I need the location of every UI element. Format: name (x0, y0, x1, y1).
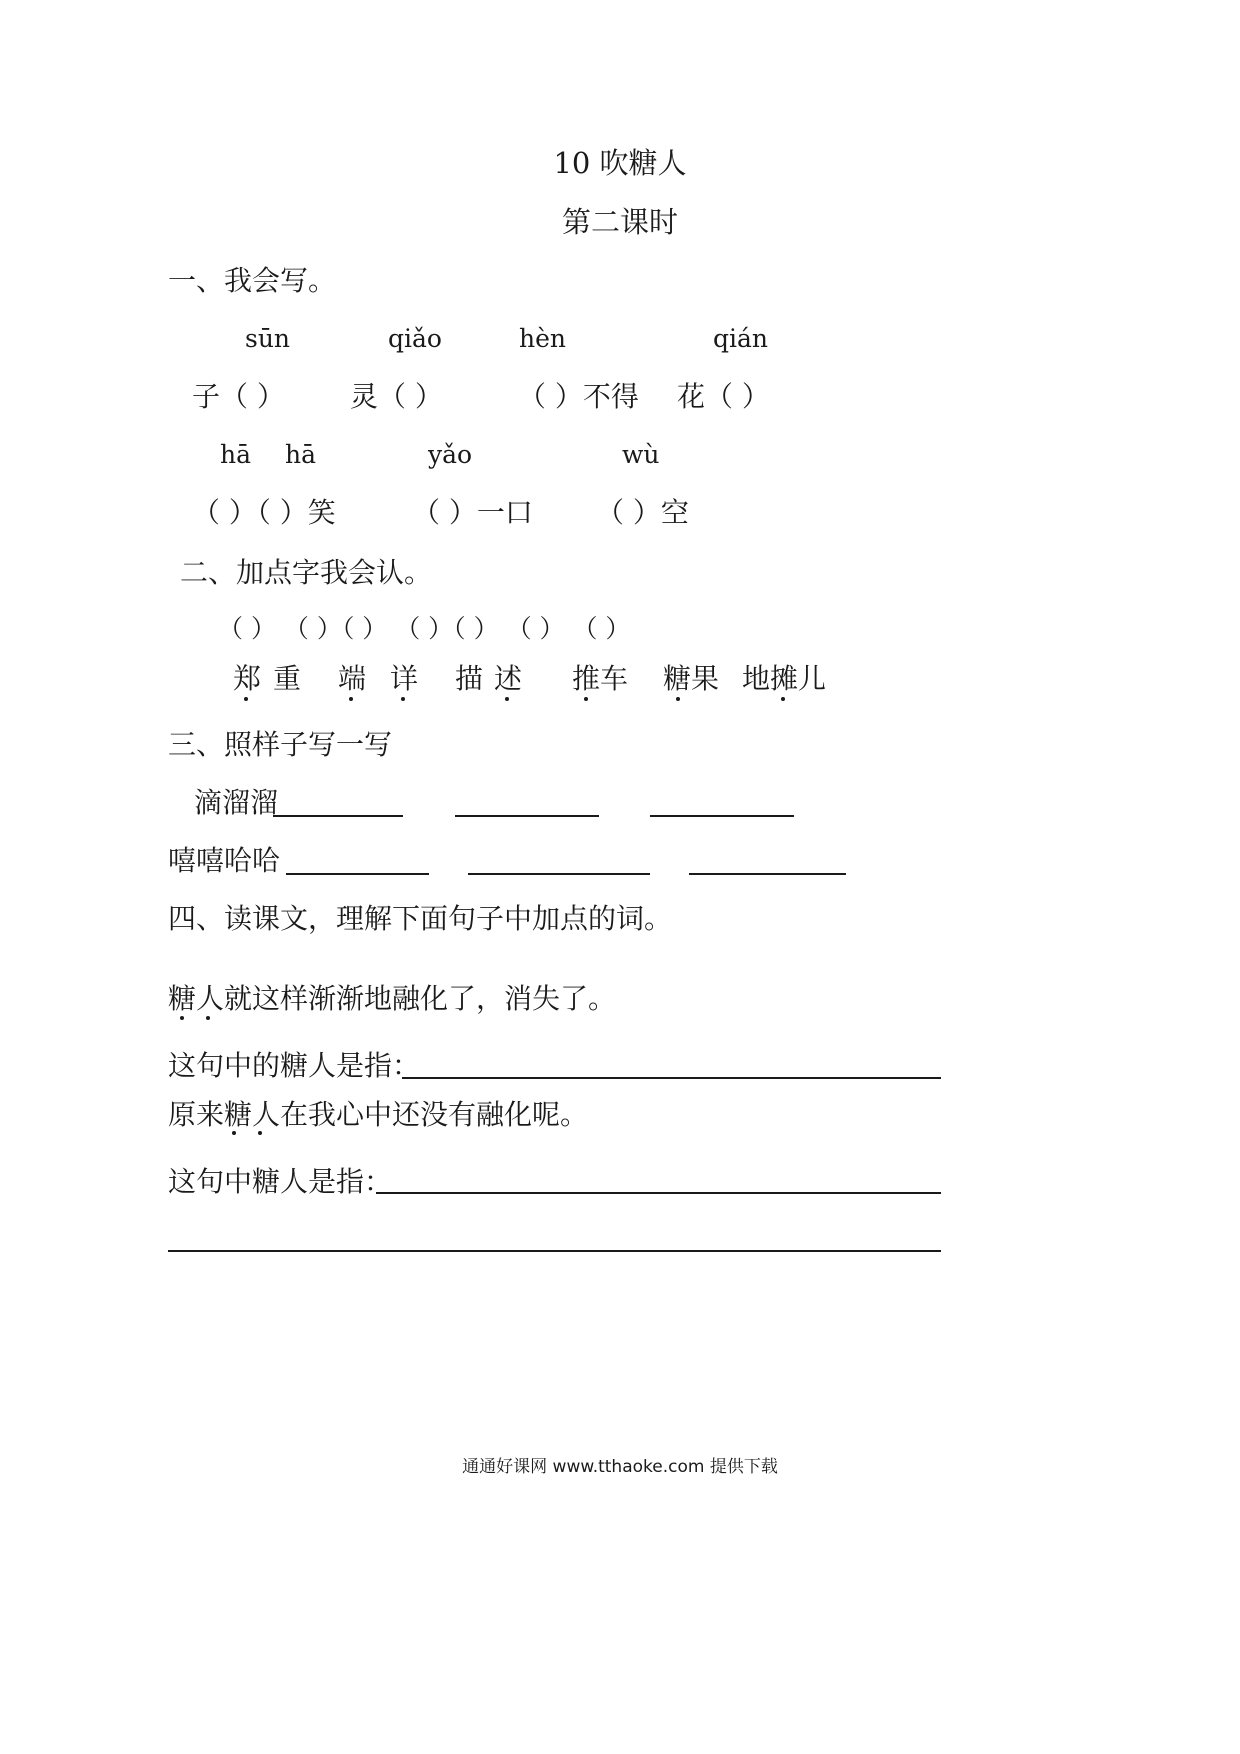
pinyin-qiao: qiǎo (388, 324, 442, 353)
example-word-2: 嘻嘻哈哈 (168, 844, 281, 877)
emphasis-dot (244, 697, 248, 701)
answer-line (376, 1192, 941, 1194)
pinyin-ha1: hā (220, 440, 252, 469)
emphasis-dot (505, 697, 509, 701)
emphasis-dot (258, 1131, 262, 1135)
emphasis-dot (781, 697, 785, 701)
answer-line (650, 815, 794, 817)
word-zheng: 郑 (233, 662, 262, 695)
pinyin-qian: qián (713, 324, 769, 353)
emphasis-dot (180, 1016, 184, 1020)
emphasis-dot (676, 697, 680, 701)
sentence-2: 原来糖人在我心中还没有融化呢。 (168, 1098, 589, 1131)
emphasis-dot (232, 1131, 236, 1135)
answer-line (455, 815, 599, 817)
example-word-1: 滴溜溜 (194, 786, 279, 819)
blank-word-budei: （ ）不得 (518, 380, 639, 413)
blank-word-ling: 灵（ ） (350, 380, 443, 413)
paren-row: （ ） （ ）（ ） （ ）（ ） （ ） （ ） (218, 614, 631, 643)
word-shu: 述 (494, 662, 523, 695)
question-2: 这句中糖人是指： (168, 1165, 393, 1198)
question-1: 这句中的糖人是指： (168, 1049, 421, 1082)
word-ditaner: 地摊儿 (742, 662, 827, 695)
answer-line (273, 815, 403, 817)
word-miao: 描 (455, 662, 484, 695)
emphasis-dot (206, 1016, 210, 1020)
answer-line (689, 873, 846, 875)
pinyin-ha2: hā (285, 440, 317, 469)
emphasis-dot (349, 697, 353, 701)
word-zhong: 重 (273, 662, 302, 695)
word-xiang: 详 (390, 662, 419, 695)
footer-credit: 通通好课网 www.tthaoke.com 提供下载 (462, 1457, 778, 1477)
blank-word-xiao: （ ）（ ）笑 (192, 496, 336, 529)
word-duan: 端 (338, 662, 367, 695)
worksheet-title: 10 吹糖人 (553, 146, 687, 180)
sentence-1: 糖人就这样渐渐地融化了，消失了。 (168, 982, 617, 1015)
pinyin-wu: wù (622, 440, 660, 469)
answer-line (402, 1077, 941, 1079)
blank-word-yikou: （ ）一口 (412, 496, 533, 529)
word-tuiche: 推车 (572, 662, 629, 695)
emphasis-dot (401, 697, 405, 701)
emphasis-dot (584, 697, 588, 701)
section4-heading: 四、读课文，理解下面句子中加点的词。 (168, 902, 673, 935)
pinyin-yao: yǎo (428, 440, 473, 469)
answer-line (468, 873, 650, 875)
section1-heading: 一、我会写。 (168, 264, 337, 297)
answer-line (168, 1250, 941, 1252)
lesson-subtitle: 第二课时 (561, 205, 678, 239)
answer-line (286, 873, 429, 875)
pinyin-sun: sūn (245, 324, 291, 353)
blank-word-kong: （ ）空 (596, 496, 689, 529)
section3-heading: 三、照样子写一写 (168, 728, 393, 761)
blank-word-zi: 子（ ） (192, 380, 285, 413)
word-tangguo: 糖果 (663, 662, 720, 695)
section2-heading: 二、加点字我会认。 (180, 556, 433, 589)
blank-word-hua: 花（ ） (677, 380, 770, 413)
pinyin-hen: hèn (519, 324, 566, 353)
